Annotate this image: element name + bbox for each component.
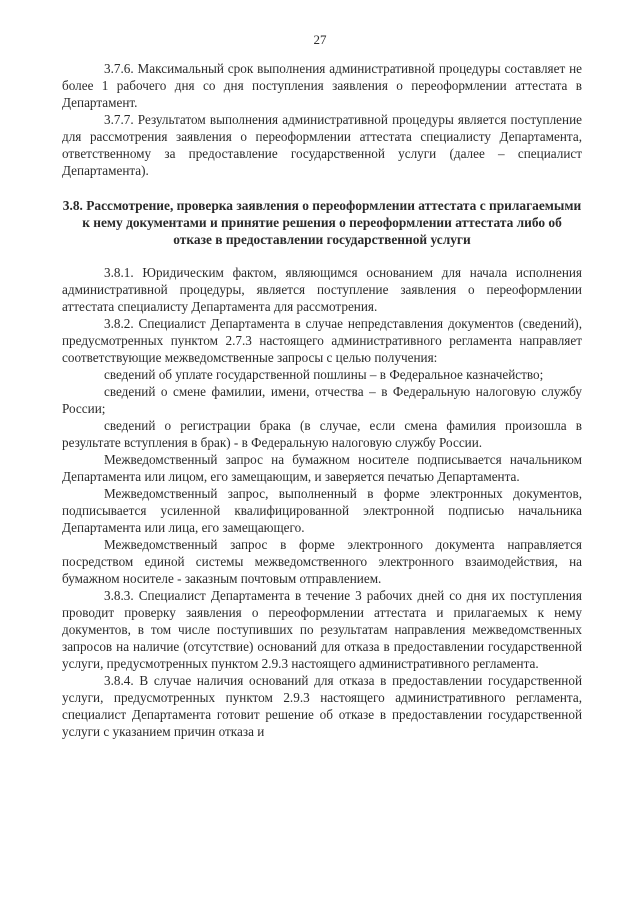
paragraph-3-7-6: 3.7.6. Максимальный срок выполнения административной процедуры составляет не более 1 рабочего дня со дня поступления заявления о переоформлении аттестата в Департамент. bbox=[62, 61, 582, 110]
paragraph-3-8-4: 3.8.4. В случае наличия оснований для отказа в предоставлении государственной услуги, предусмотренных пунктом 2.9.3 настоящего административного регламента, специалист Департамента готовит решение об отказе в предоставлении государственной услуги с указанием причин отказа и bbox=[62, 673, 582, 739]
paragraph-3-7-7: 3.7.7. Результатом выполнения административной процедуры является поступление для рассмотрения заявления о переоформлении аттестата специалисту Департамента, ответственному за предоставление государственной услуги (далее – специалист Департамента). bbox=[62, 112, 582, 178]
page-number: 27 bbox=[313, 32, 327, 47]
section-heading-3-8: 3.8. Рассмотрение, проверка заявления о переоформлении аттестата с прилагаемыми к нему документами и принятие решения о переоформлении аттестата либо об отказе в предоставлении государственной услуги bbox=[62, 198, 582, 247]
paragraph-electronic-request: Межведомственный запрос, выполненный в форме электронных документов, подписывается усиленной квалифицированной электронной подписью начальника Департамента или лица, его замещающего. bbox=[62, 486, 582, 535]
paragraph-3-8-1: 3.8.1. Юридическим фактом, являющимся основанием для начала исполнения административной процедуры, является поступление заявления о переоформлении аттестата специалисту Департамента для рассмотрения. bbox=[62, 265, 582, 314]
paragraph-request-delivery: Межведомственный запрос в форме электронного документа направляется посредством единой системы межведомственного электронного взаимодействия, на бумажном носителе - заказным почтовым отправлением. bbox=[62, 537, 582, 586]
list-item-name-change: сведений о смене фамилии, имени, отчества – в Федеральную налоговую службу России; bbox=[62, 384, 582, 416]
paragraph-3-8-3: 3.8.3. Специалист Департамента в течение 3 рабочих дней со дня их поступления проводит проверку заявления о переоформлении аттестата и прилагаемых к нему документов, в том числе поступивших по результатам направления межведомственных запросов на наличие (отсутствие) оснований для отказа в предоставлении государственной услуги, предусмотренных пунктом 2.9.3 настоящего административного регламента. bbox=[62, 588, 582, 671]
list-item-marriage: сведений о регистрации брака (в случае, если смена фамилия произошла в результате вступления в брак) - в Федеральную налоговую службу России. bbox=[62, 418, 582, 450]
paragraph-3-8-2: 3.8.2. Специалист Департамента в случае непредставления документов (сведений), предусмотренных пунктом 2.7.3 настоящего административного регламента направляет соответствующие межведомственные запросы с целью получения: bbox=[62, 316, 582, 365]
paragraph-paper-request: Межведомственный запрос на бумажном носителе подписывается начальником Департамента или лицом, его замещающим, и заверяется печатью Департамента. bbox=[62, 452, 582, 484]
document-body bbox=[62, 60, 582, 740]
list-item-fee-info: сведений об уплате государственной пошлины – в Федеральное казначейство; bbox=[104, 367, 544, 382]
